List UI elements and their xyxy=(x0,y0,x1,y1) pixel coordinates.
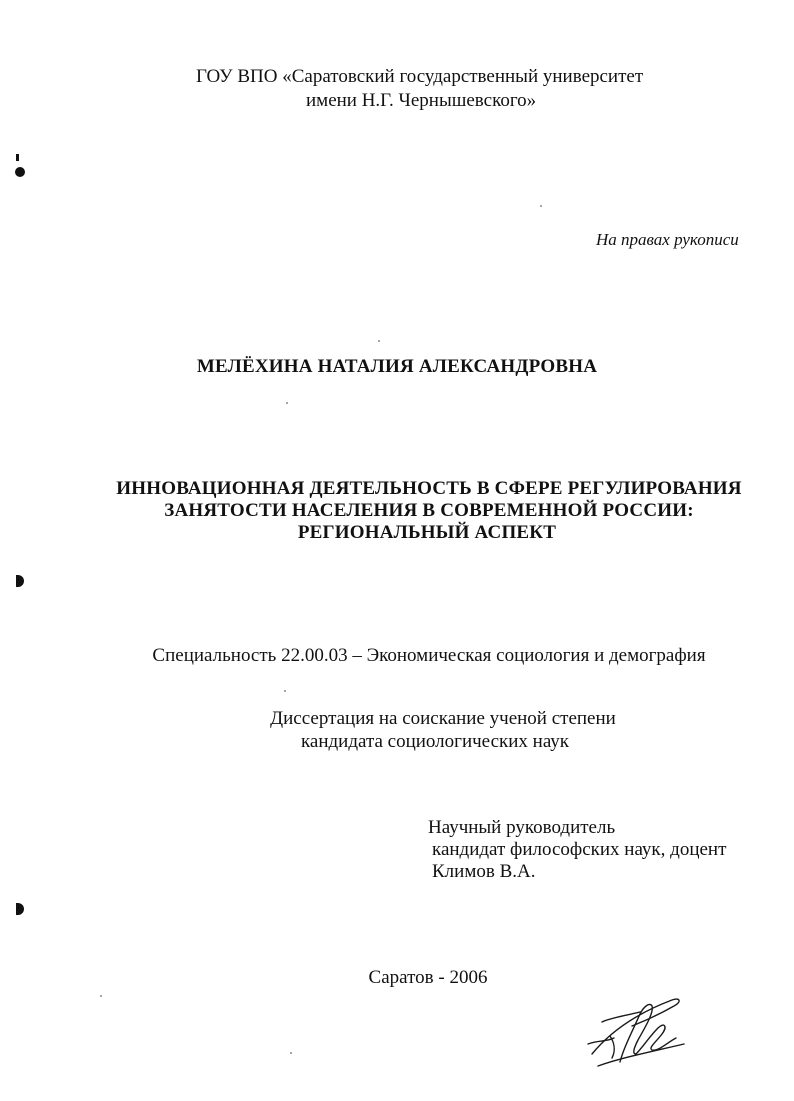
city-year: Саратов - 2006 xyxy=(368,967,488,988)
signature-icon xyxy=(580,992,690,1072)
scan-mark xyxy=(16,154,19,161)
scan-mark xyxy=(15,167,25,177)
degree-line-2: кандидата социологических наук xyxy=(300,731,570,752)
title-line-1: ИННОВАЦИОННАЯ ДЕЯТЕЛЬНОСТЬ В СФЕРЕ РЕГУЛИРОВАНИЯ xyxy=(116,478,742,499)
scan-mark xyxy=(16,903,24,915)
supervisor-role: Научный руководитель xyxy=(428,817,616,838)
title-line-3: РЕГИОНАЛЬНЫЙ АСПЕКТ xyxy=(297,522,557,543)
specialty: Специальность 22.00.03 – Экономическая социология и демография xyxy=(152,645,706,666)
scan-speck xyxy=(284,690,286,692)
scan-speck xyxy=(378,340,380,342)
author-name: МЕЛЁХИНА НАТАЛИЯ АЛЕКСАНДРОВНА xyxy=(196,356,598,377)
scan-speck xyxy=(286,402,288,404)
scan-speck xyxy=(100,995,102,997)
supervisor-degree: кандидат философских наук, доцент xyxy=(432,839,727,860)
scan-speck xyxy=(290,1052,292,1054)
supervisor-name: Климов В.А. xyxy=(432,861,536,882)
scan-speck xyxy=(540,205,542,207)
scan-mark xyxy=(16,575,24,587)
rights-note: На правах рукописи xyxy=(596,230,739,249)
institution-line-2: имени Н.Г. Чернышевского» xyxy=(306,90,537,111)
institution-line-1: ГОУ ВПО «Саратовский государственный университет xyxy=(196,66,644,87)
degree-line-1: Диссертация на соискание ученой степени xyxy=(270,708,616,729)
title-line-2: ЗАНЯТОСТИ НАСЕЛЕНИЯ В СОВРЕМЕННОЙ РОССИИ: xyxy=(164,500,694,521)
